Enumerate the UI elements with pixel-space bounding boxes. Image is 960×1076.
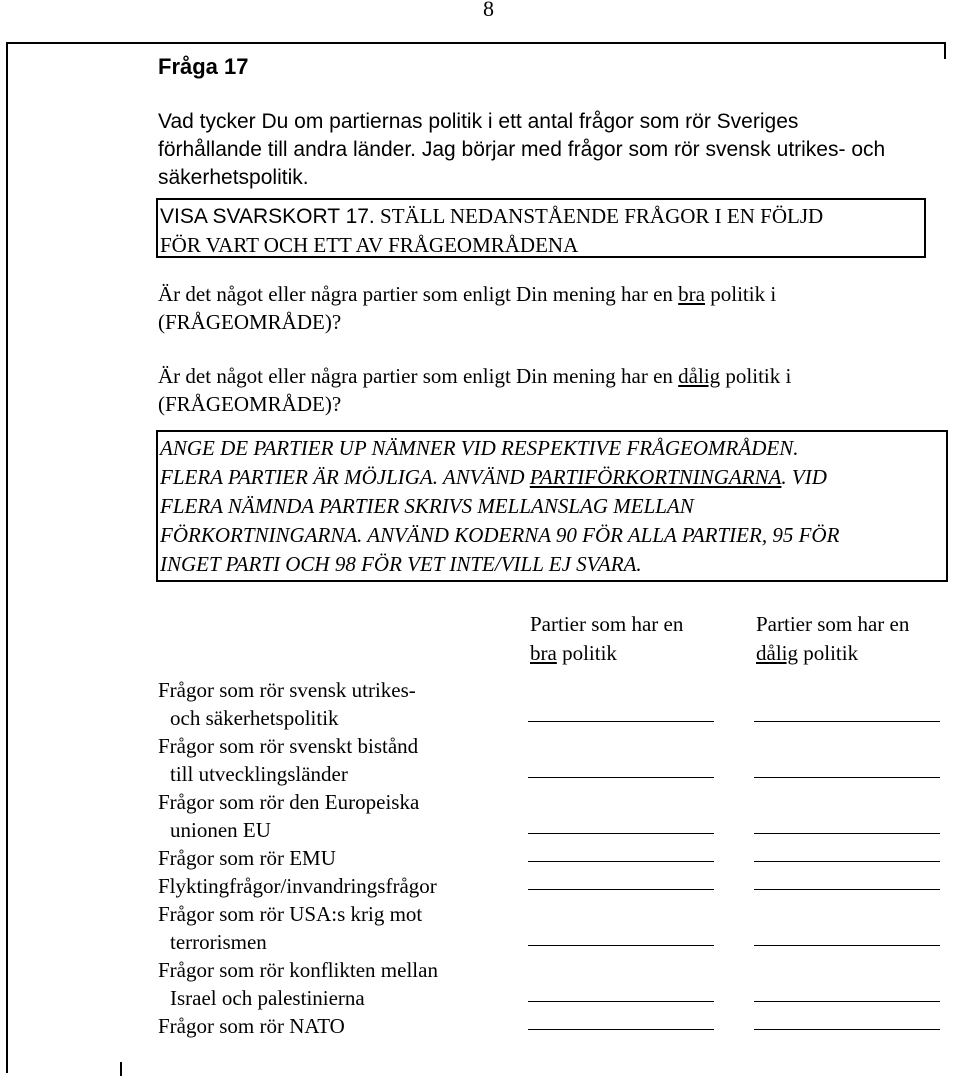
column-header-line: [530, 639, 683, 668]
instruction-line: INGET PARTI OCH 98 FÖR VET INTE/VILL EJ SVARA.: [160, 552, 642, 576]
topic-line: terrorismen: [170, 930, 267, 954]
topic-line: unionen EU: [170, 818, 271, 842]
instruction-line: FLERA NÄMNDA PARTIER SKRIVS MELLANSLAG MELLAN: [160, 494, 694, 518]
instruction-line: [160, 202, 924, 231]
instruction-text: FLERA PARTIER ÄR MÖJLIGA. ANVÄND: [160, 465, 530, 489]
intro-line: säkerhetspolitik.: [158, 166, 309, 189]
column-header-line: Partier som har en: [756, 612, 910, 636]
left-margin-rule: [6, 43, 8, 1073]
bottom-tick-mark: [120, 1062, 122, 1076]
answer-blank-bad[interactable]: [754, 889, 940, 890]
answer-blank-bad[interactable]: [754, 721, 940, 722]
question-bad-policy: [158, 362, 938, 418]
question-text: politik i: [705, 282, 777, 306]
interviewer-instruction-box: [156, 198, 926, 258]
question-title: Fråga 17: [158, 54, 249, 79]
question-text: Är det något eller några partier som enligt Din mening har en: [158, 282, 679, 306]
topic-line: Frågor som rör konflikten mellan: [158, 958, 438, 982]
instruction-text: STÄLL NEDANSTÅENDE FRÅGOR I EN FÖLJD: [374, 204, 824, 228]
answer-blank-good[interactable]: [528, 1029, 714, 1030]
topic-line: Frågor som rör den Europeiska: [158, 790, 420, 814]
answer-blank-bad[interactable]: [754, 1001, 940, 1002]
answer-blank-bad[interactable]: [754, 1029, 940, 1030]
column-header-line: Partier som har en: [530, 612, 684, 636]
question-text: Är det något eller några partier som enligt Din mening har en: [158, 364, 679, 388]
column-header-bad: [756, 610, 909, 668]
instruction-underlined: PARTIFÖRKORTNINGARNA: [529, 465, 782, 489]
question-line: [158, 362, 938, 390]
coding-instruction-box: [156, 430, 948, 582]
page-number: 8: [483, 0, 494, 21]
emphasis-good: bra: [678, 282, 705, 306]
question-intro: [158, 108, 918, 192]
instruction-text: . VID: [781, 465, 827, 489]
top-rule: [6, 42, 946, 44]
topic-line: Frågor som rör NATO: [158, 1014, 345, 1038]
column-header-line: [756, 639, 909, 668]
answer-blank-good[interactable]: [528, 833, 714, 834]
intro-line: Vad tycker Du om partiernas politik i ett antal frågor som rör Sveriges: [158, 110, 799, 133]
answer-blank-bad[interactable]: [754, 833, 940, 834]
question-line: (FRÅGEOMRÅDE)?: [158, 392, 342, 416]
answer-blank-good[interactable]: [528, 1001, 714, 1002]
question-line: (FRÅGEOMRÅDE)?: [158, 310, 342, 334]
answer-blank-bad[interactable]: [754, 861, 940, 862]
answer-blank-good[interactable]: [528, 945, 714, 946]
answer-blank-good[interactable]: [528, 721, 714, 722]
topic-list: [158, 676, 438, 1040]
topic-line: till utvecklingsländer: [170, 762, 348, 786]
instruction-line: FÖR VART OCH ETT AV FRÅGEOMRÅDENA: [160, 233, 579, 257]
answer-blank-good[interactable]: [528, 861, 714, 862]
instruction-line: [160, 463, 946, 492]
intro-line: förhållande till andra länder. Jag börjar med frågor som rör svensk utrikes- och: [158, 138, 886, 161]
instruction-card-ref: VISA SVARSKORT 17.: [160, 205, 375, 228]
topic-line: Israel och palestinierna: [170, 986, 365, 1010]
topic-line: och säkerhetspolitik: [170, 706, 339, 730]
question-good-policy: [158, 280, 938, 336]
topic-line: Frågor som rör USA:s krig mot: [158, 902, 423, 926]
topic-line: Frågor som rör svensk utrikes-: [158, 678, 416, 702]
question-line: [158, 280, 938, 308]
topic-line: Frågor som rör svenskt bistånd: [158, 734, 419, 758]
answer-blank-good[interactable]: [528, 889, 714, 890]
column-emphasis: bra: [530, 641, 557, 665]
answer-blank-bad[interactable]: [754, 777, 940, 778]
topic-line: Flyktingfrågor/invandringsfrågor: [158, 874, 437, 898]
emphasis-bad: dålig: [678, 364, 721, 388]
answer-blank-bad[interactable]: [754, 945, 940, 946]
right-tick-mark: [944, 43, 946, 59]
question-text: politik i: [720, 364, 792, 388]
answer-blank-good[interactable]: [528, 777, 714, 778]
instruction-line: ANGE DE PARTIER UP NÄMNER VID RESPEKTIVE FRÅGEOMRÅDEN.: [160, 436, 799, 460]
column-emphasis: dålig: [756, 641, 798, 665]
column-header-good: [530, 610, 683, 668]
column-text: politik: [798, 641, 859, 665]
instruction-line: FÖRKORTNINGARNA. ANVÄND KODERNA 90 FÖR ALLA PARTIER, 95 FÖR: [160, 523, 840, 547]
topic-line: Frågor som rör EMU: [158, 846, 336, 870]
column-text: politik: [556, 641, 617, 665]
